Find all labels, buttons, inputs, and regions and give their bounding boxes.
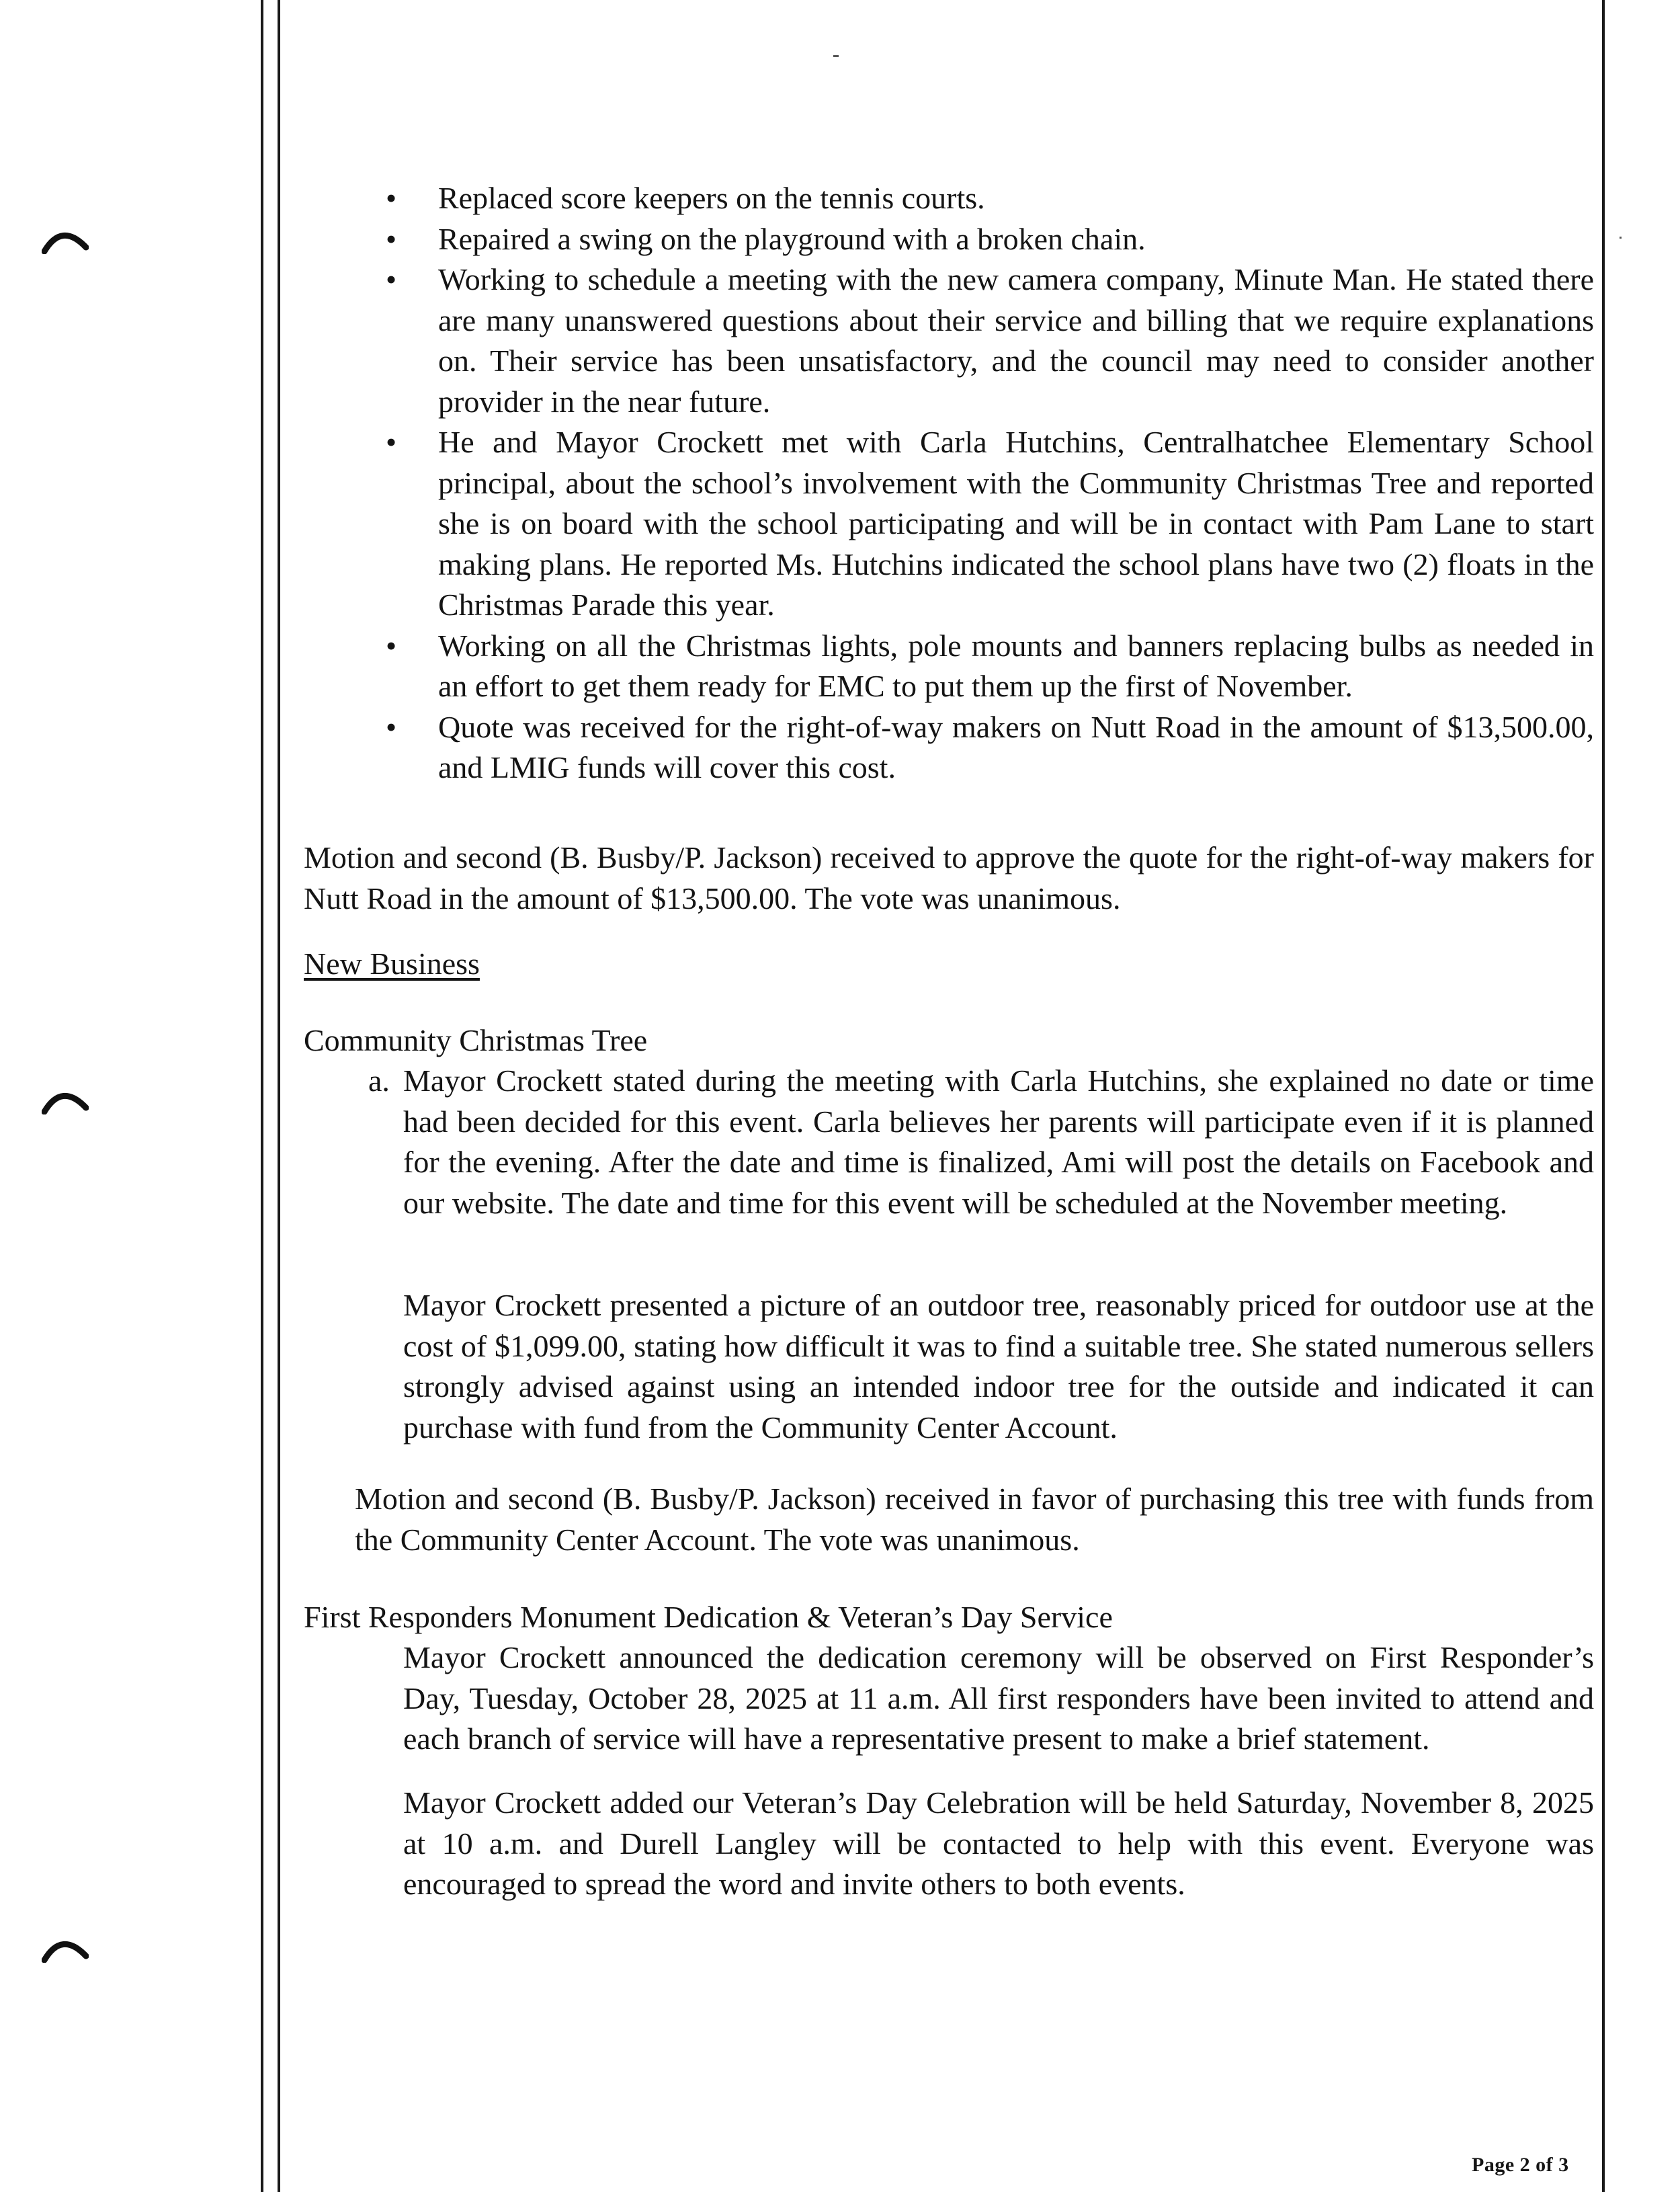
staff-report-bullet-list bbox=[438, 178, 1594, 788]
bullet-item: • He and Mayor Crockett met with Carla Hutchins, Centralhatchee Elementary School principal, about the school’s involvement with the Community Christmas Tree and reported she is on board with the school participating and will be in contact with Pam Lane to start making plans. He reported Ms. Hutchins indicated the school plans have two (2) floats in the Christmas Parade this year. bbox=[438, 422, 1594, 626]
binder-hole-icon bbox=[42, 1088, 89, 1114]
right-border-line bbox=[1602, 0, 1605, 2192]
bullet-item: • Working to schedule a meeting with the new camera company, Minute Man. He stated there are many unanswered questions about their service and billing that we require explanations on. Their service has been unsatisfactory, and the council may need to consider another provider in the near future. bbox=[438, 259, 1594, 422]
scan-speck bbox=[833, 55, 839, 57]
monument-para-1: Mayor Crockett announced the dedication ceremony will be observed on First Responder’s Day, Tuesday, October 28, 2025 at 11 a.m. All first responders have been invited to attend and each branch of service will have a representative present to make a brief statement. bbox=[403, 1640, 1594, 1756]
page-number: Page 2 of 3 bbox=[1472, 2154, 1569, 2176]
new-business-heading: New Business bbox=[304, 946, 480, 981]
left-border-line-inner bbox=[278, 0, 280, 2192]
list-marker: a. bbox=[368, 1063, 390, 1098]
binder-hole-icon bbox=[42, 227, 89, 254]
bullet-item: • Replaced score keepers on the tennis courts. bbox=[438, 178, 1594, 219]
bullet-item: • Repaired a swing on the playground with a broken chain. bbox=[438, 219, 1594, 260]
bullet-item: • Quote was received for the right-of-way makers on Nutt Road in the amount of $13,500.00, and LMIG funds will cover this cost. bbox=[438, 707, 1594, 788]
motion-christmas-tree: Motion and second (B. Busby/P. Jackson) received in favor of purchasing this tree with funds from the Community Center Account. The vote was unanimous. bbox=[355, 1481, 1594, 1557]
christmas-tree-para-1: Mayor Crockett stated during the meeting with Carla Hutchins, she explained no date or time had been decided for this event. Carla believes her parents will participate even if it is planned for the evening. After the date and time is finalized, Ami will post the details on Facebook and our website. The date and time for this event will be scheduled at the November meeting. bbox=[403, 1063, 1594, 1220]
binder-hole-icon bbox=[42, 1936, 89, 1963]
monument-heading: First Responders Monument Dedication & Veteran’s Day Service bbox=[304, 1600, 1113, 1634]
left-border-line-outer bbox=[261, 0, 263, 2192]
christmas-tree-heading: Community Christmas Tree bbox=[304, 1023, 648, 1057]
bullet-item: • Working on all the Christmas lights, pole mounts and banners replacing bulbs as needed in an effort to get them ready for EMC to put them up the first of November. bbox=[438, 626, 1594, 707]
christmas-tree-item-a bbox=[368, 1061, 1594, 1223]
scan-speck bbox=[1620, 237, 1622, 239]
monument-para-2: Mayor Crockett added our Veteran’s Day Celebration will be held Saturday, November 8, 2025 at 10 a.m. and Durell Langley will be contacted to help with this event. Everyone was encouraged to spread the word and invite others to both events. bbox=[403, 1785, 1594, 1901]
christmas-tree-para-2: Mayor Crockett presented a picture of an outdoor tree, reasonably priced for outdoor use at the cost of $1,099.00, stating how difficult it was to find a suitable tree. She stated numerous sellers strongly advised against using an intended indoor tree for the outside and indicated it can purchase with fund from the Community Center Account. bbox=[403, 1288, 1594, 1445]
motion-right-of-way: Motion and second (B. Busby/P. Jackson) received to approve the quote for the right-of-way makers for Nutt Road in the amount of $13,500.00. The vote was unanimous. bbox=[304, 840, 1594, 916]
